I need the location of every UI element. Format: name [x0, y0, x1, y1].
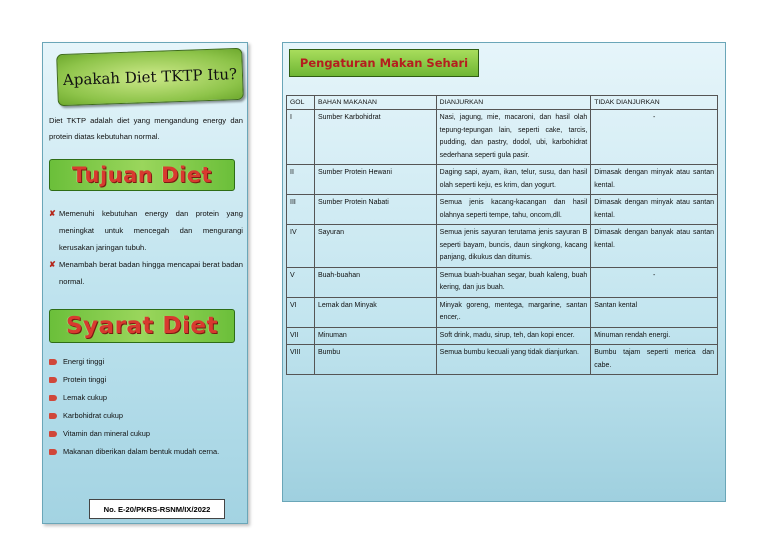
list-item: ✘ Menambah berat badan hingga mencapai berat badan normal.	[49, 256, 243, 290]
dianjurkan-cell: Semua jenis kacang-kacangan dan hasil olahnya seperti tempe, tahu, oncom,dll.	[436, 195, 591, 225]
tidak-dianjurkan-cell: Dimasak dengan banyak atau santan kental.	[591, 225, 718, 268]
tidak-dianjurkan-cell: Bumbu tajam seperti merica dan cabe.	[591, 345, 718, 375]
list-item: Protein tinggi	[49, 371, 243, 389]
dianjurkan-cell: Semua bumbu kecuali yang tidak dianjurkan.	[436, 345, 591, 375]
dianjurkan-cell: Semua jenis sayuran terutama jenis sayuran B seperti bayam, buncis, daun singkong, kacang panjang, dikukus dan ditumis.	[436, 225, 591, 268]
dianjurkan-cell: Daging sapi, ayam, ikan, telur, susu, dan hasil olah seperti keju, es krim, dan yogurt.	[436, 165, 591, 195]
right-panel	[282, 42, 726, 502]
table-row	[287, 327, 718, 345]
list-item: ✘ Memenuhi kebutuhan energy dan protein yang meningkat untuk mencegah dan mengurangi kerusakan jaringan tubuh.	[49, 205, 243, 256]
bahan-cell: Sumber Protein Nabati	[314, 195, 436, 225]
table-row	[287, 345, 718, 375]
bahan-cell: Buah-buahan	[314, 267, 436, 297]
gol-cell: VII	[287, 327, 315, 345]
table-row	[287, 297, 718, 327]
tidak-dianjurkan-cell: Dimasak dengan minyak atau santan kental.	[591, 165, 718, 195]
pointing-hand-icon	[49, 359, 57, 365]
gol-cell: V	[287, 267, 315, 297]
bahan-cell: Minuman	[314, 327, 436, 345]
tidak-dianjurkan-cell: -	[591, 110, 718, 165]
table-row	[287, 165, 718, 195]
x-bullet-icon: ✘	[49, 260, 56, 269]
table-header-row	[287, 96, 718, 110]
tidak-dianjurkan-cell: Santan kental	[591, 297, 718, 327]
table-title: Pengaturan Makan Sehari	[289, 49, 479, 77]
list-item: Vitamin dan mineral cukup	[49, 425, 243, 443]
list-item: Lemak cukup	[49, 389, 243, 407]
column-header: BAHAN MAKANAN	[314, 96, 436, 110]
bahan-cell: Bumbu	[314, 345, 436, 375]
column-header: GOL	[287, 96, 315, 110]
gol-cell: VIII	[287, 345, 315, 375]
dianjurkan-cell: Nasi, jagung, mie, macaroni, dan hasil olah tepung-tepungan lain, seperti cake, tarcis, pudding, dan pastry, dodol, ubi, karbohidrat sederhana seperti gula pasir.	[436, 110, 591, 165]
bahan-cell: Sayuran	[314, 225, 436, 268]
gol-cell: I	[287, 110, 315, 165]
dianjurkan-cell: Soft drink, madu, sirup, teh, dan kopi encer.	[436, 327, 591, 345]
brochure-title: Apakah Diet TKTP Itu?	[56, 48, 244, 106]
bahan-cell: Sumber Protein Hewani	[314, 165, 436, 195]
tidak-dianjurkan-cell: Dimasak dengan minyak atau santan kental.	[591, 195, 718, 225]
requirements-heading: Syarat Diet	[49, 309, 235, 343]
left-panel	[42, 42, 248, 524]
bahan-cell: Lemak dan Minyak	[314, 297, 436, 327]
pointing-hand-icon	[49, 413, 57, 419]
table-row	[287, 195, 718, 225]
table-row	[287, 267, 718, 297]
list-item: Makanan diberikan dalam bentuk mudah cerna.	[49, 443, 243, 461]
dianjurkan-cell: Semua buah-buahan segar, buah kaleng, buah kering, dan jus buah.	[436, 267, 591, 297]
tidak-dianjurkan-cell: Minuman rendah energi.	[591, 327, 718, 345]
goals-heading: Tujuan Diet	[49, 159, 235, 191]
gol-cell: III	[287, 195, 315, 225]
tidak-dianjurkan-cell: -	[591, 267, 718, 297]
intro-text: Diet TKTP adalah diet yang mengandung energy dan protein diatas kebutuhan normal.	[49, 116, 243, 141]
gol-cell: II	[287, 165, 315, 195]
column-header: TIDAK DIANJURKAN	[591, 96, 718, 110]
dianjurkan-cell: Minyak goreng, mentega, margarine, santan encer,.	[436, 297, 591, 327]
document-code: No. E-20/PKRS-RSNM/IX/2022	[89, 499, 225, 519]
table-row	[287, 110, 718, 165]
gol-cell: IV	[287, 225, 315, 268]
requirements-list	[49, 353, 243, 461]
pointing-hand-icon	[49, 431, 57, 437]
bahan-cell: Sumber Karbohidrat	[314, 110, 436, 165]
diet-table	[286, 95, 718, 375]
pointing-hand-icon	[49, 395, 57, 401]
list-item: Karbohidrat cukup	[49, 407, 243, 425]
pointing-hand-icon	[49, 377, 57, 383]
goals-list	[49, 205, 243, 290]
column-header: DIANJURKAN	[436, 96, 591, 110]
table-row	[287, 225, 718, 268]
gol-cell: VI	[287, 297, 315, 327]
pointing-hand-icon	[49, 449, 57, 455]
x-bullet-icon: ✘	[49, 209, 56, 218]
list-item: Energi tinggi	[49, 353, 243, 371]
